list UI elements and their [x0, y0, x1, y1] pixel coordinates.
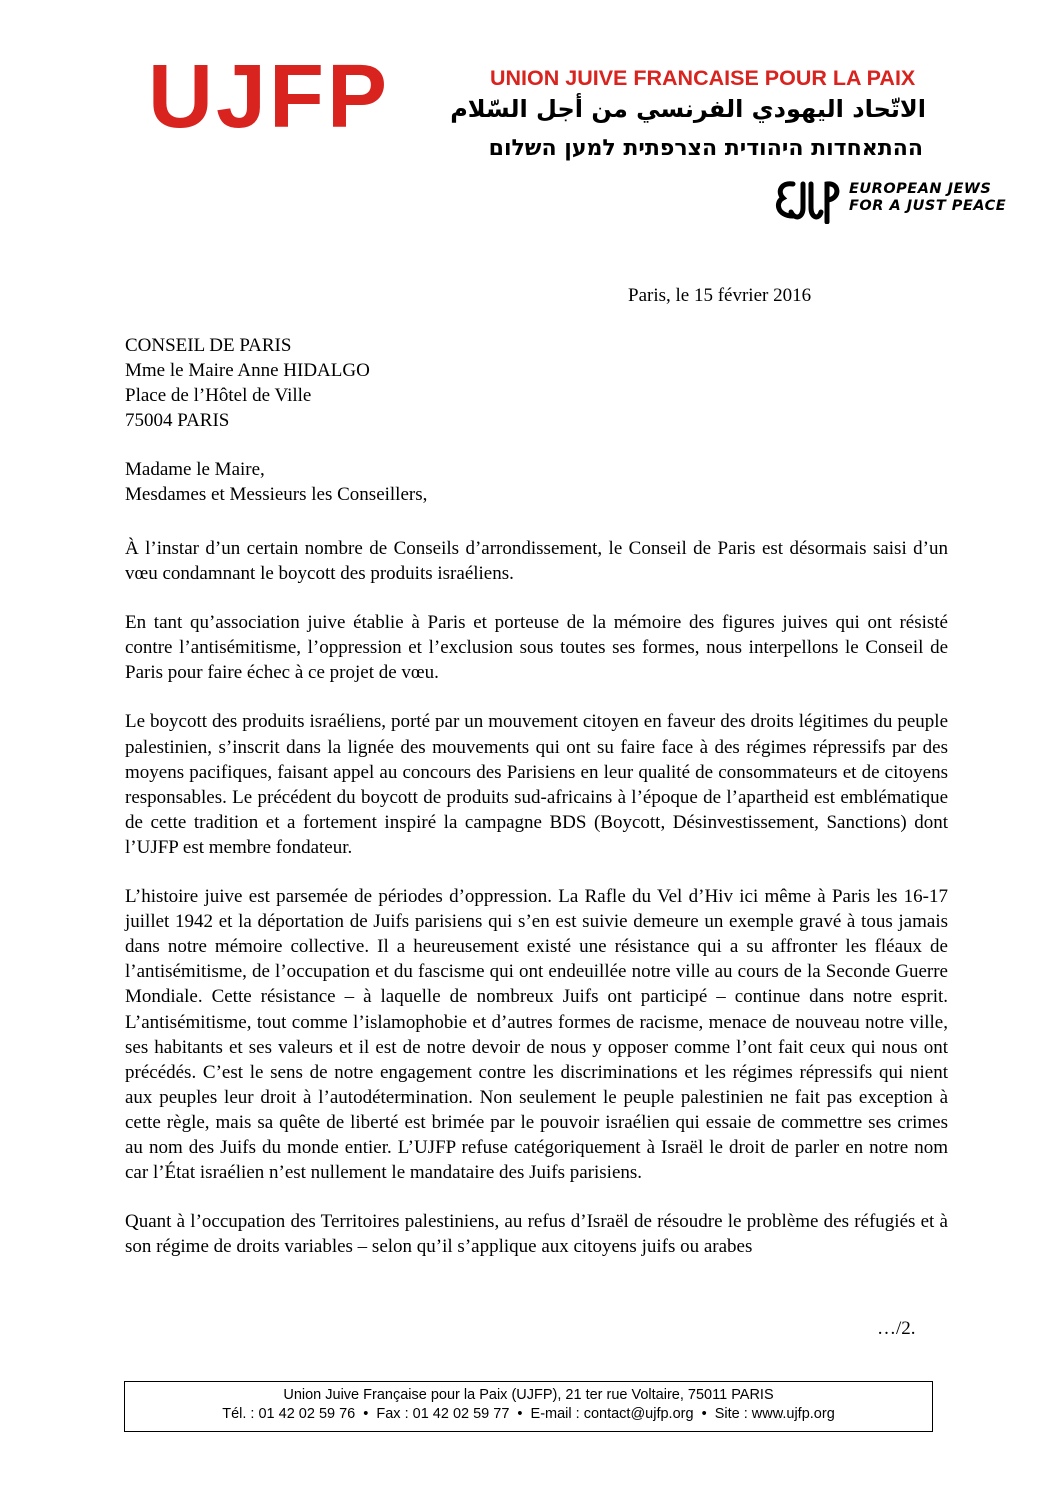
recipient-line: CONSEIL DE PARIS — [125, 335, 292, 356]
recipient-line: Mme le Maire Anne HIDALGO — [125, 360, 370, 381]
ejjp-wordmark — [849, 181, 1006, 215]
bullet-icon: • — [517, 1406, 523, 1422]
bullet-icon: • — [701, 1406, 707, 1422]
body-paragraph: Quant à l’occupation des Territoires palestiniens, au refus d’Israël de résoudre le problème des réfugiés et à son régime de droits variables – selon qu’il s’applique aux citoyens juifs ou arabes — [125, 1211, 948, 1258]
footer-site: Site : www.ujfp.org — [714, 1406, 835, 1422]
org-name-hebrew: ההתאחדות היהודית הצרפתית למען השלום — [488, 136, 923, 161]
recipient-address — [125, 333, 370, 433]
footer-contact-box — [124, 1381, 933, 1432]
letter-date: Paris, le 15 février 2016 — [628, 285, 812, 306]
body-paragraph: À l’instar d’un certain nombre de Conseils d’arrondissement, le Conseil de Paris est désormais saisi d’un vœu condamnant le boycott des produits israéliens. — [125, 538, 948, 585]
ejjp-monogram-icon — [773, 178, 841, 224]
footer-address: Union Juive Française pour la Paix (UJFP), 21 ter rue Voltaire, 75011 PARIS — [283, 1387, 774, 1403]
footer-phone: Tél. : 01 42 02 59 76 — [222, 1406, 356, 1422]
org-name-french: UNION JUIVE FRANCAISE POUR LA PAIX — [490, 66, 916, 90]
salutation-line: Madame le Maire, — [125, 459, 265, 480]
recipient-line: 75004 PARIS — [125, 410, 230, 431]
ejjp-logo — [773, 178, 1043, 228]
salutation-line: Mesdames et Messieurs les Conseillers, — [125, 484, 428, 505]
ujfp-logo: UJFP — [148, 47, 391, 147]
footer-contacts — [125, 1405, 932, 1424]
org-name-arabic: الاتّحاد اليهودي الفرنسي من أجل السّلام — [450, 95, 926, 123]
page-continuation: …/2. — [877, 1318, 916, 1339]
footer-fax: Fax : 01 42 02 59 77 — [376, 1406, 510, 1422]
recipient-line: Place de l’Hôtel de Ville — [125, 385, 312, 406]
footer-email: E-mail : contact@ujfp.org — [530, 1406, 694, 1422]
letter-body — [125, 536, 948, 1283]
ejjp-line1: EUROPEAN JEWS — [849, 181, 992, 197]
body-paragraph: En tant qu’association juive établie à Paris et porteuse de la mémoire des figures juives qui ont résisté contre l’antisémitisme, l’oppression et l’exclusion sous toutes ses formes, nous interpellons le Conseil de Paris pour faire échec à ce projet de vœu. — [125, 612, 948, 684]
salutation — [125, 457, 427, 507]
body-paragraph: L’histoire juive est parsemée de périodes d’oppression. La Rafle du Vel d’Hiv ici même à Paris les 16-17 juillet 1942 et la déportation de Juifs parisiens qui s’en est suivie demeure un exemple gravé à tous jamais dans notre mémoire collective. Il a heureusement existé une résistance qui a su affronter les fléaux de l’antisémitisme, de l’occupation et du fascisme qui ont endeuillée notre ville au cours de la Seconde Guerre Mondiale. Cette résistance – à laquelle de nombreux Juifs ont participé – continue dans notre esprit. L’antisémitisme, tout comme l’islamophobie et d’autres formes de racisme, menace de nouveau notre ville, ses habitants et ses valeurs et il est de notre devoir de nous y opposer comme l’ont fait ceux qui nous ont précédés. C’est le sens de notre engagement contre les discriminations et les régimes répressifs qui nient aux peuples leur droit à l’autodétermination. Non seulement le peuple palestinien ne fait pas exception à cette règle, mais sa quête de liberté est brimée par le pouvoir israélien qui essaie de commettre ses crimes au nom des Juifs du monde entier. L’UJFP refuse catégoriquement à Israël le droit de parler en notre nom car l’État israélien n’est nullement le mandataire des Juifs parisiens. — [125, 886, 948, 1184]
body-paragraph: Le boycott des produits israéliens, porté par un mouvement citoyen en faveur des droits légitimes du peuple palestinien, s’inscrit dans la lignée des mouvements qui ont su faire face à des régimes répressifs par des moyens pacifiques, faisant appel au concours des Parisiens en leur qualité de consommateurs et de citoyens responsables. Le précédent du boycott de produits sud-africains à l’époque de l’apartheid est emblématique de cette tradition et a fortement inspiré la campagne BDS (Boycott, Désinvestissement, Sanctions) dont l’UJFP est membre fondateur. — [125, 711, 948, 858]
ejjp-line2: FOR A JUST PEACE — [849, 198, 1007, 214]
bullet-icon: • — [363, 1406, 369, 1422]
